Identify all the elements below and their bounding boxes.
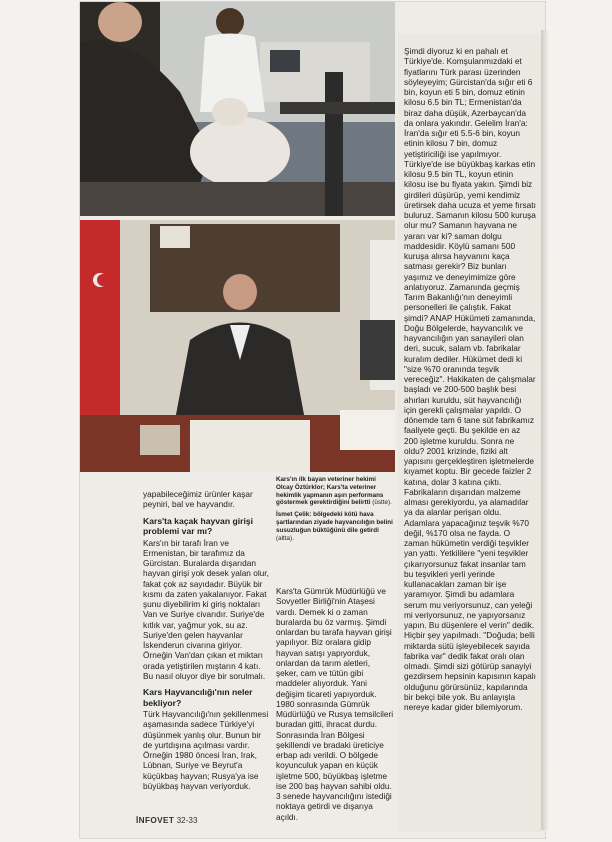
photo-veterinarian-with-lamb	[80, 2, 395, 216]
page-footer	[136, 816, 198, 825]
section-heading-future: Kars Hayvancılığı'nın neler bekliyor?	[143, 687, 253, 708]
section-body-smuggling: Kars'ın bir tarafı İran ve Ermenistan, bir tarafımız da Gürcistan. Buralarda dışarıdan hayvan girişi yok desek yalan olur, fakat çok az sayıdadır. Büyük bir kısmı da zaten yakalanıyor. Fakat şunu diyebilirim ki giriş noktaları Van ve Suriye civarıdır. Suriye'de kıtlık var, yağmur yok, su az. Suriye'den gelen hayvanlar İskenderun civarına giriyor. Örneğin Van'dan çıkan et miktarı orada yetiştirilen mıştarın 4 katı. Bu nasıl oluyor diye bir sorulmalı.	[143, 537, 269, 681]
photo-captions	[276, 476, 394, 546]
caption-top-photo	[276, 476, 394, 507]
section-heading-smuggling: Kars'ta kaçak hayvan girişi problemi var mı?	[143, 515, 254, 536]
caption-bottom-tail: (altta).	[276, 534, 294, 542]
caption-top-tail: (üstte).	[372, 499, 392, 507]
paper-edge	[541, 30, 549, 830]
section-body-future: Türk Hayvancılığı'nın şekillenmesi aşamasında sadece Türkiye'yi düşünmek yanlış olur. Bunun bir de yurtdışına açılması vardır. Örneğin 1980 öncesi İran, Irak, Lübnan, Suriye ve Beyrut'a küçükbaş hayvan; Rusya'ya ise büyükbaş hayvan veriyorduk.	[143, 709, 269, 791]
magazine-brand: İNFOVET	[136, 816, 175, 825]
photo-ismet-celik-at-desk	[80, 220, 395, 472]
left-intro-text: yapabileceğimiz ürünler kaşar peyniri, bal ve hayvandır.	[143, 489, 253, 510]
article-middle-column	[276, 586, 394, 822]
article-left-column	[143, 489, 271, 791]
page-numbers: 32-33	[176, 816, 198, 825]
right-body-text: Şimdi diyoruz ki en pahalı et Türkiye'de. Komşularımızdaki et fiyatlarını Türk parası üzerinden söyleyeyim; Gürcistan'da sığır eti 6 bin, koyun eti 5 bin, domuz etinin kilosu 6.5 bin TL; Ermenistan'da biraz daha düşük, Azerbaycan'da da onlara yakındır. Gelelim İran'a: İran'da sığır eti 5.5-6 bin, koyun etinin kilosu 7 bin, domuz yetiştiriciliği ise yapılmıyor. Türkiye'de ise büyükbaş karkas etin kilosu 9.5 bin TL, koyun etinin kilosu ise bu fiyata yakın. Şimdi biz girdileri düşürüp, yemi kendimiz üretirsek daha ucuza et yeme fırsatı buluruz. Samanın kilosu 500 kuruşa olur mu? Samanın hayvana ne yararı var ki? saman dolgu maddesidir. Köylü samanı 500 kuruşa alırsa hayvanını kaça satması gerekir? Biz bunları yaşımız ve deneyimimize göre anlatıyoruz. Zamanında geçmiş Tarım Bakanlığı'nın deneyimli personelleri ile çalıştık. Fakat şimdi? ANAP Hükümeti zamanında, Doğu Bölgelerde, hayvancılık ve hayvancılığın yan sanayileri olan deri, sucuk, salam vb. fabrikalar kuralım dediler. Hükümet dedi ki "size %70 oranında teşvik vereceğiz". Hakikaten de çalışmalar başladı ve 200-500 başlık besi ahırları kuruldu, süt hayvancılığı için gerekli çalışmalar yapıldı. O dönemde tam 6 tane süt fabrikamız faaliyete geçti. Bu şekilde en az 200 işletme kuruldu. Sonra ne oldu? 2001 krizinde, fiziki alt yapısını gerçekleştiren işletmelerde kıyamet koptu. Bir gecede faizler 2 katına, dolar 3 katına çıktı. Fabrikaların dışarıdan malzeme alması gerekiyordu, ya alamadılar ya da alanlar perişan oldu. Adamlara yapacağınız teşvik %70 değil, %170 olsa ne fayda. O zaman hükümetin verdiği teşvikler yan yattı. Yetkililere "yeni teşvikler çıkarıyorsunuz fakat insanlar tam bu teşvikleri yerli yerinde kullanacakları zaman bir işe yaramıyor. Şimdi bu adamlara serum mu veriyorsunuz, can yeleği mi veriyorsunuz, ne yapıyorsanız yapın. Bu düşenlere el verin" dedik. Hiçbir şey yapılmadı. "Doğuda; belli miktarda sütü işleyebilecek sayıda fabrika var" dedik fakat oralı olan olmadı. Şimdi sizi götürüp sanayiyi gezdirsem hepsinin kapısının kapalı olduğunu görürsünüz, kapılarında bir bekçi bile yok. Bu anlayışla nereye kadar gider bilemiyorum.	[404, 46, 536, 712]
caption-top-bold: Kars'ın ilk bayan veteriner hekimi Olcay Öztürklor; Kars'ta veteriner hekimlik yapmanın aşırı performans göstermek gerektirdiğini belirtti	[276, 476, 384, 507]
article-right-column	[404, 46, 536, 712]
caption-bottom-photo	[276, 511, 394, 542]
caption-bottom-bold: İsmet Çelik: bölgedeki kötü hava şartlarından ziyade hayvancılığın belini susuzluğun büktüğünü dile getirdi	[276, 511, 393, 534]
middle-body-text: Kars'ta Gümrük Müdürlüğü ve Sovyetler Birliği'nin Ataşesi vardı. Demek ki o zaman buralarda bu öz varmış. Şimdi onlardan bu tarafa hayvan girişi yapılıyor. Biz oralara gidip hayvan satışı yapıyorduk, onlardan da tarım aletleri, şeker, cam ve tütün gibi maddeler alıyorduk. Yani değişim ticareti yapıyorduk. 1980 sonrasında Gümrük Müdürlüğü ve Rusya temsilcileri buradan gitti, ihracat durdu. Sonrasında İran Bölgesi şekillendi ve bradaki üreticiye erbap adı verildi. O bölgede koyunculuk yapan en küçük işletme 500, büyükbaş işletme ise 200 baş hayvan sahibi oldu. 3 senede hayvancılığını istediği noktaya getirdi ve dışarıya açıldı.	[276, 586, 394, 822]
photo-ismet-celik-at-desk-image	[80, 220, 395, 472]
photo-veterinarian-with-lamb-image	[80, 2, 395, 216]
